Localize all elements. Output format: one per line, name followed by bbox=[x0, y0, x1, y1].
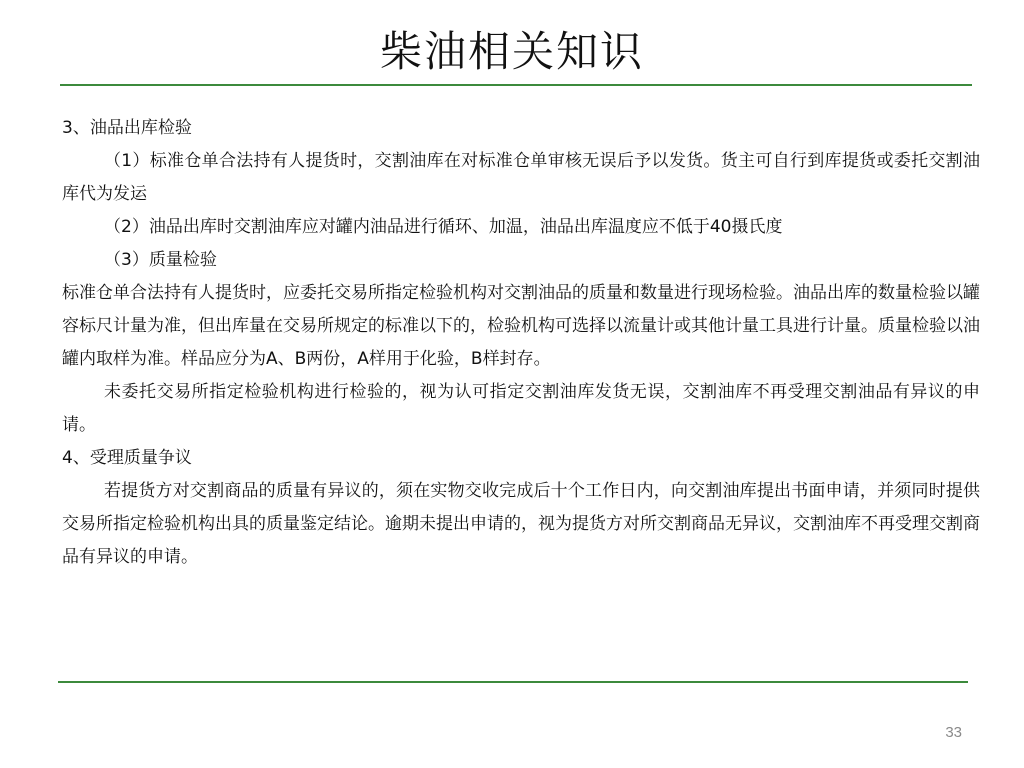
subheading-quality-inspection: （3）质量检验 bbox=[104, 250, 217, 270]
paragraph-delivery: （1）标准仓单合法持有人提货时，交割油库在对标准仓单审核无误后予以发货。货主可自行到库提货或委托交割油库代为发运 bbox=[62, 151, 980, 204]
paragraph-inspection-details: 标准仓单合法持有人提货时，应委托交易所指定检验机构对交割油品的质量和数量进行现场检验。油品出库的数量检验以罐容标尺计量为准，但出库量在交易所规定的标准以下的，检验机构可选择以流量计或其他计量工具进行计量。质量检验以油罐内取样为准。样品应分为A、B两份，A样用于化验，B样封存。 bbox=[62, 283, 980, 369]
paragraph-temperature: （2）油品出库时交割油库应对罐内油品进行循环、加温，油品出库温度应不低于40摄氏度 bbox=[104, 217, 783, 237]
title-divider bbox=[60, 84, 972, 86]
page-number: 33 bbox=[945, 724, 962, 741]
slide-body bbox=[62, 112, 980, 574]
section-heading-quality-dispute: 4、受理质量争议 bbox=[62, 448, 192, 468]
footer-divider bbox=[58, 681, 968, 683]
paragraph-no-inspection: 未委托交易所指定检验机构进行检验的，视为认可指定交割油库发货无误，交割油库不再受理交割油品有异议的申请。 bbox=[62, 382, 980, 435]
section-heading-outbound-inspection: 3、油品出库检验 bbox=[62, 118, 192, 138]
paragraph-dispute-procedure: 若提货方对交割商品的质量有异议的，须在实物交收完成后十个工作日内，向交割油库提出书面申请，并须同时提供交易所指定检验机构出具的质量鉴定结论。逾期未提出申请的，视为提货方对所交割商品无异议，交割油库不再受理交割商品有异议的申请。 bbox=[62, 481, 980, 567]
slide-title: 柴油相关知识 bbox=[379, 27, 644, 76]
